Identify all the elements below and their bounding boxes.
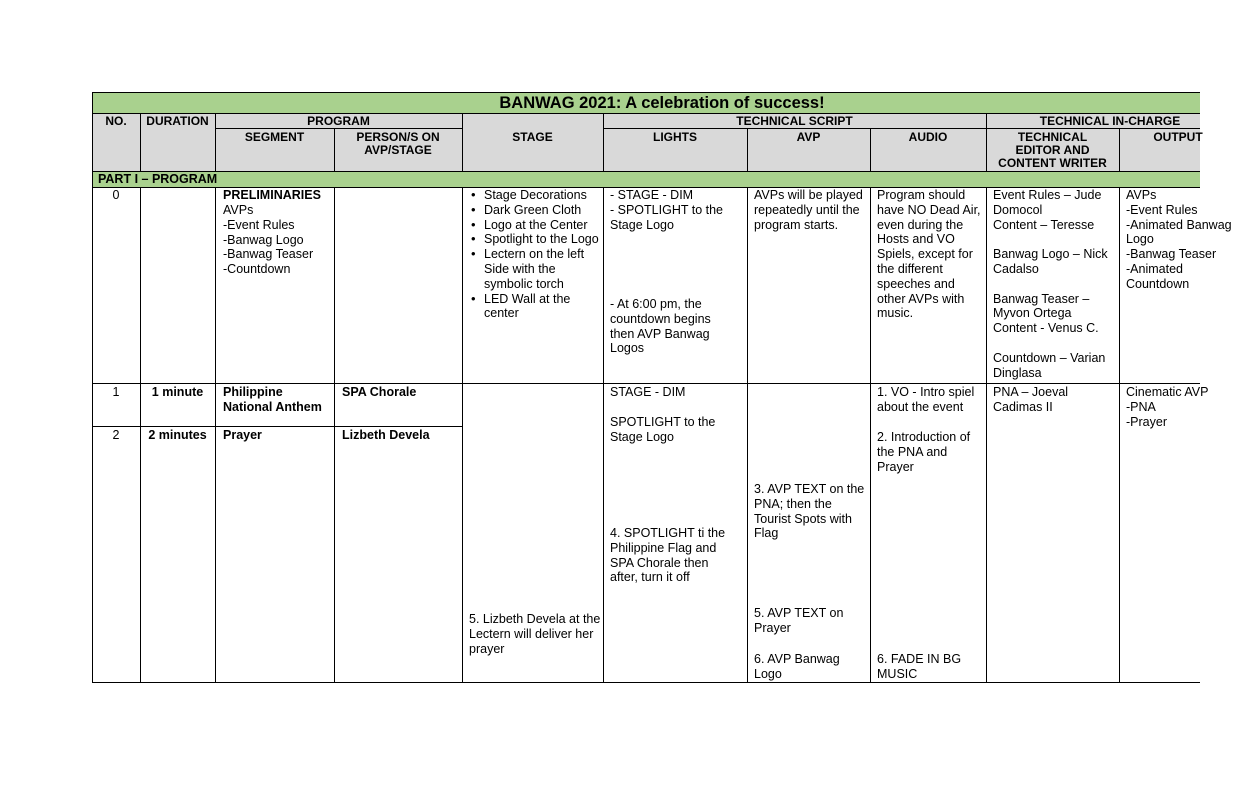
row0-stage <box>469 188 601 321</box>
row1-duration: 1 minute <box>151 385 204 399</box>
row0-stage-list <box>469 188 601 321</box>
part-label: PART I – PROGRAM <box>98 172 218 186</box>
row0-lights-b: - At 6:00 pm, the countdown begins then AVP Banwag Logos <box>610 297 711 356</box>
row0-no: 0 <box>112 188 120 202</box>
merged-audio-c: 6. FADE IN BG MUSIC <box>877 652 962 681</box>
merged-audio-b: 2. Introduction of the PNA and Prayer <box>877 430 971 474</box>
header-technical-script: TECHNICAL SCRIPT <box>736 114 853 128</box>
stage-item: • LED Wall at the center <box>469 292 601 322</box>
row0-audio: Program should have NO Dead Air, even during the Hosts and VO Spiels, except for the different speeches and other AVPs with music. <box>877 188 981 321</box>
row2-persons: Lizbeth Devela <box>342 428 430 442</box>
row0-segment-title: PRELIMINARIES <box>223 188 321 202</box>
merged-avp-b: 5. AVP TEXT on Prayer <box>754 606 844 635</box>
merged-lights-c: 4. SPOTLIGHT ti the Philippine Flag and SPA Chorale then after, turn it off <box>610 526 726 585</box>
merged-lights-b: SPOTLIGHT to the Stage Logo <box>610 415 716 444</box>
header-lights: LIGHTS <box>653 130 697 144</box>
merged-output: Cinematic AVP -PNA -Prayer <box>1126 385 1209 429</box>
stage-item: • Dark Green Cloth <box>469 203 601 218</box>
stage-item: • Logo at the Center <box>469 218 601 233</box>
row2-no: 2 <box>112 428 120 442</box>
header-editor: TECHNICAL EDITOR AND CONTENT WRITER <box>998 130 1107 170</box>
stage-item: • Stage Decorations <box>469 188 601 203</box>
row2-duration: 2 minutes <box>148 428 207 442</box>
merged-avp-a: 3. AVP TEXT on the PNA; then the Tourist Spots with Flag <box>754 482 865 541</box>
header-program: PROGRAM <box>307 114 370 128</box>
row1-segment: Philippine National Anthem <box>223 385 322 414</box>
merged-audio-a: 1. VO - Intro spiel about the event <box>877 385 975 414</box>
merged-stage: 5. Lizbeth Devela at the Lectern will deliver her prayer <box>469 612 601 656</box>
row2-segment: Prayer <box>223 428 262 442</box>
stage-item: • Spotlight to the Logo <box>469 232 601 247</box>
row0-lights-a: - STAGE - DIM - SPOTLIGHT to the Stage Logo <box>610 188 724 232</box>
header-output: OUTPUT <box>1153 130 1203 144</box>
row0-output: AVPs -Event Rules -Animated Banwag Logo -Banwag Teaser -Animated Countdown <box>1126 188 1232 291</box>
header-segment: SEGMENT <box>244 130 305 144</box>
document-title: BANWAG 2021: A celebration of success! <box>499 94 825 112</box>
row0-segment-items: AVPs -Event Rules -Banwag Logo -Banwag Teaser -Countdown <box>223 203 314 277</box>
merged-editor: PNA – Joeval Cadimas II <box>993 385 1069 414</box>
header-no: NO. <box>105 114 127 128</box>
header-stage: STAGE <box>512 130 553 144</box>
row1-persons: SPA Chorale <box>342 385 417 399</box>
header-duration: DURATION <box>146 114 209 128</box>
header-technical-incharge: TECHNICAL IN-CHARGE <box>1039 114 1181 128</box>
header-audio: AUDIO <box>908 130 948 144</box>
header-avp: AVP <box>796 130 821 144</box>
row0-editor: Event Rules – Jude Domocol Content – Teresse Banwag Logo – Nick Cadalso Banwag Teaser – Myvon Ortega Content - Venus C. Countdown – Varian Dinglasa <box>993 188 1108 380</box>
row1-no: 1 <box>112 385 120 399</box>
row0-avp: AVPs will be played repeatedly until the program starts. <box>754 188 863 232</box>
stage-item: • Lectern on the left Side with the symbolic torch <box>469 247 601 291</box>
merged-lights-a: STAGE - DIM <box>610 385 686 399</box>
header-persons: PERSON/S ON AVP/STAGE <box>356 130 440 157</box>
merged-avp-c: 6. AVP Banwag Logo <box>754 652 840 681</box>
